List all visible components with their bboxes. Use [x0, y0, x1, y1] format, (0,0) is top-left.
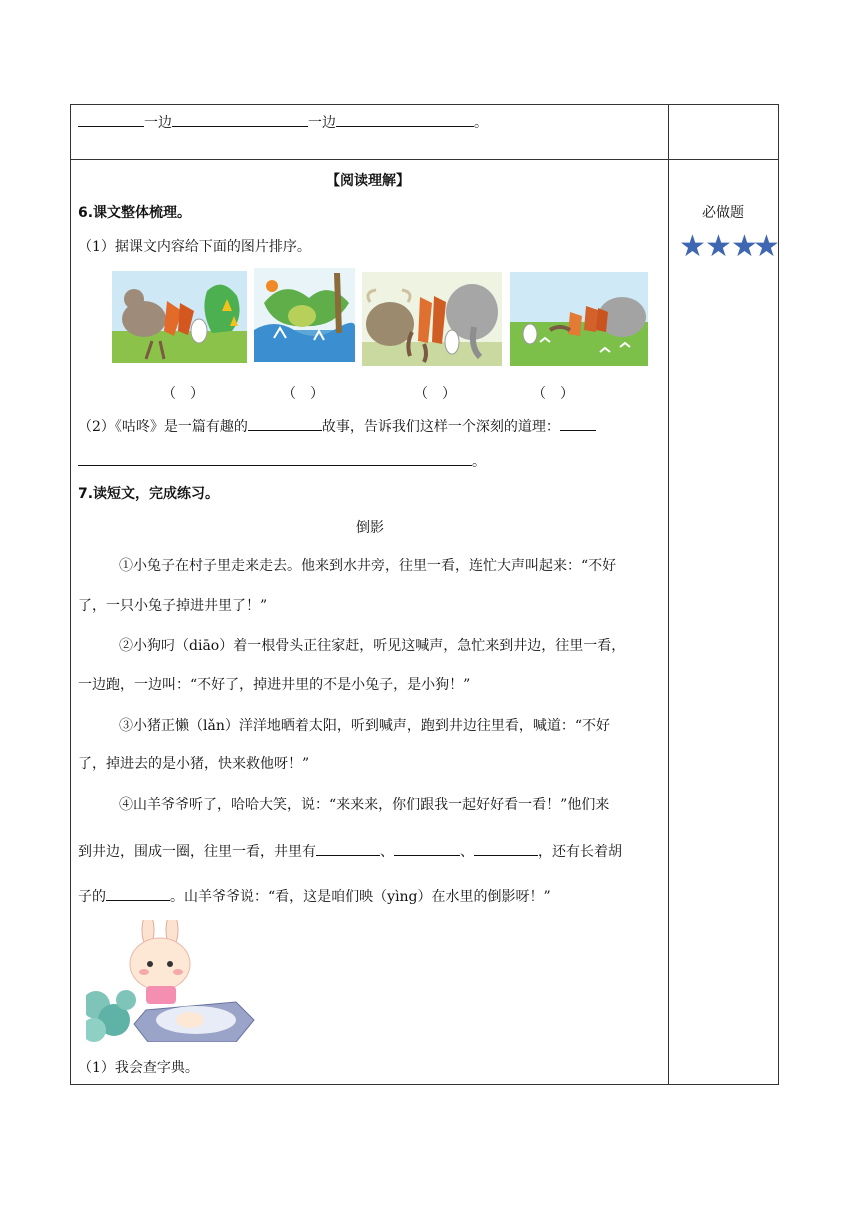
yibian-label-2: 一边 — [308, 115, 336, 131]
story-picture-2 — [254, 268, 355, 362]
order-paren-1[interactable]: （ ） — [162, 386, 204, 402]
order-paren-2[interactable]: （ ） — [282, 386, 324, 402]
para1-line2: 了，一只小兔子掉进井里了！” — [78, 598, 268, 614]
star-icon: ★ — [753, 229, 780, 264]
para4-line3 — [78, 886, 551, 907]
para3-line1: ③小猪正懒（lǎn）洋洋地晒着太阳，听到喊声，跑到井边往里看，喊道：“不好 — [119, 718, 610, 734]
q6-part2-end: 。 — [472, 454, 486, 470]
story-title: 倒影 — [356, 520, 384, 536]
para4-line2-end: ，还有长着胡 — [538, 844, 622, 860]
para4-line1: ④山羊爷爷听了，哈哈大笑，说：“来来来，你们跟我一起好好看一看！”他们来 — [119, 797, 610, 813]
story-picture-3 — [362, 272, 502, 366]
star-icon: ★ — [705, 229, 732, 264]
order-paren-3[interactable]: （ ） — [414, 386, 456, 402]
table-top-border — [70, 104, 779, 105]
para1-line1: ①小兔子在村子里走来走去。他来到水井旁，往里一看，连忙大声叫起来：“不好 — [119, 558, 617, 574]
animal-blank-1[interactable] — [316, 841, 380, 856]
rabbit-well-picture — [86, 920, 258, 1042]
table-row-divider — [70, 159, 779, 160]
q6-part2-line2 — [78, 451, 486, 472]
table-column-divider — [668, 104, 669, 1085]
q7-sub1: （1）我会查字典。 — [78, 1060, 199, 1076]
para2-line2: 一边跑，一边叫：“不好了，掉进井里的不是小兔子，是小狗！” — [78, 677, 471, 693]
q6-part2 — [78, 416, 596, 437]
goat-blank[interactable] — [106, 886, 170, 901]
lesson-blank-start[interactable] — [560, 416, 596, 431]
table-bottom-border — [70, 1084, 779, 1085]
para3-line2: 了，掉进去的是小猪，快来救他呀！” — [78, 756, 310, 772]
blank-2[interactable] — [172, 112, 308, 127]
blank-1[interactable] — [78, 112, 144, 127]
para4-line3-end: 。山羊爷爷说：“看，这是咱们映（yìng）在水里的倒影呀！” — [170, 889, 551, 905]
story-picture-1 — [112, 271, 247, 363]
row-end-period: 。 — [474, 115, 488, 131]
q7-title: 7.读短文，完成练习。 — [78, 486, 220, 502]
animal-blank-3[interactable] — [474, 841, 538, 856]
required-label: 必做题 — [702, 205, 744, 221]
table-left-border — [70, 104, 71, 1085]
animal-blank-2[interactable] — [394, 841, 460, 856]
star-icon: ★ — [679, 229, 706, 264]
order-paren-4[interactable]: （ ） — [532, 386, 574, 402]
para4-line2-text: 到井边，围成一圈，往里一看，井里有 — [78, 844, 316, 860]
section-title: 【阅读理解】 — [326, 173, 410, 189]
star-icon: ★ — [731, 229, 758, 264]
q6-part1: （1）据课文内容给下面的图片排序。 — [78, 239, 311, 255]
q6-part2-text-b: 故事，告诉我们这样一个深刻的道理： — [321, 419, 560, 435]
para4-line3-text: 子的 — [78, 889, 106, 905]
para2-line1: ②小狗叼（diāo）着一根骨头正往家赶，听见这喊声，急忙来到井边，往里一看， — [119, 638, 626, 654]
story-picture-4 — [510, 272, 648, 366]
separator: 、 — [460, 844, 474, 860]
yibian-label-1: 一边 — [144, 115, 172, 131]
story-type-blank[interactable] — [248, 416, 322, 431]
para4-line2 — [78, 841, 622, 862]
blank-3[interactable] — [336, 112, 474, 127]
lesson-blank[interactable] — [78, 451, 472, 466]
separator: 、 — [380, 844, 394, 860]
fill-in-row — [78, 112, 488, 133]
q6-title: 6.课文整体梳理。 — [78, 205, 192, 221]
q6-part2-text-a: （2）《咕咚》是一篇有趣的 — [78, 419, 248, 435]
